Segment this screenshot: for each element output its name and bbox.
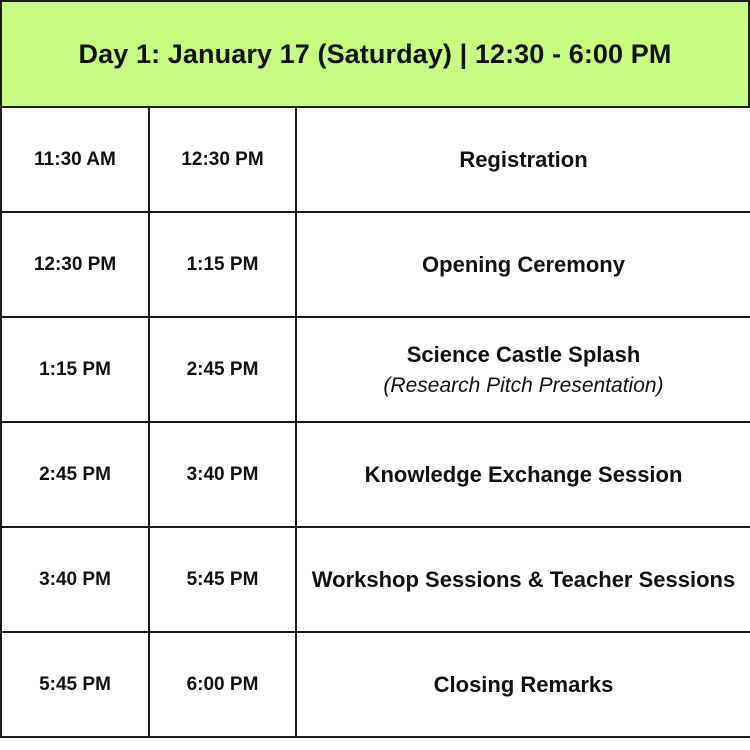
header-title: Day 1: January 17 (Saturday) | 12:30 - 6:00 PM [78,38,672,69]
schedule-row [1,317,750,422]
start-time: 12:30 PM [1,212,149,317]
event-title: Workshop Sessions & Teacher Sessions [311,566,736,592]
event-cell [296,422,750,527]
schedule-row [1,108,750,212]
end-time: 1:15 PM [149,212,296,317]
schedule-rows [0,108,750,738]
start-time: 11:30 AM [1,108,149,212]
end-time: 6:00 PM [149,632,296,737]
event-cell [296,212,750,317]
schedule-header [0,0,750,108]
start-time: 5:45 PM [1,632,149,737]
event-title: Registration [459,146,588,172]
end-time: 5:45 PM [149,527,296,632]
schedule-row [1,527,750,632]
event-title: Knowledge Exchange Session [364,461,683,487]
start-time: 1:15 PM [1,317,149,422]
start-time: 3:40 PM [1,527,149,632]
event-cell [296,527,750,632]
event-title: Opening Ceremony [422,251,625,277]
event-subtitle: (Research Pitch Presentation) [383,373,664,397]
start-time: 2:45 PM [1,422,149,527]
end-time: 2:45 PM [149,317,296,422]
event-title: Science Castle Splash [406,341,641,367]
schedule-row [1,632,750,737]
event-cell [296,317,750,422]
event-title: Closing Remarks [433,671,614,697]
schedule-row [1,212,750,317]
event-cell [296,632,750,737]
event-cell [296,108,750,212]
schedule-row [1,422,750,527]
end-time: 12:30 PM [149,108,296,212]
end-time: 3:40 PM [149,422,296,527]
